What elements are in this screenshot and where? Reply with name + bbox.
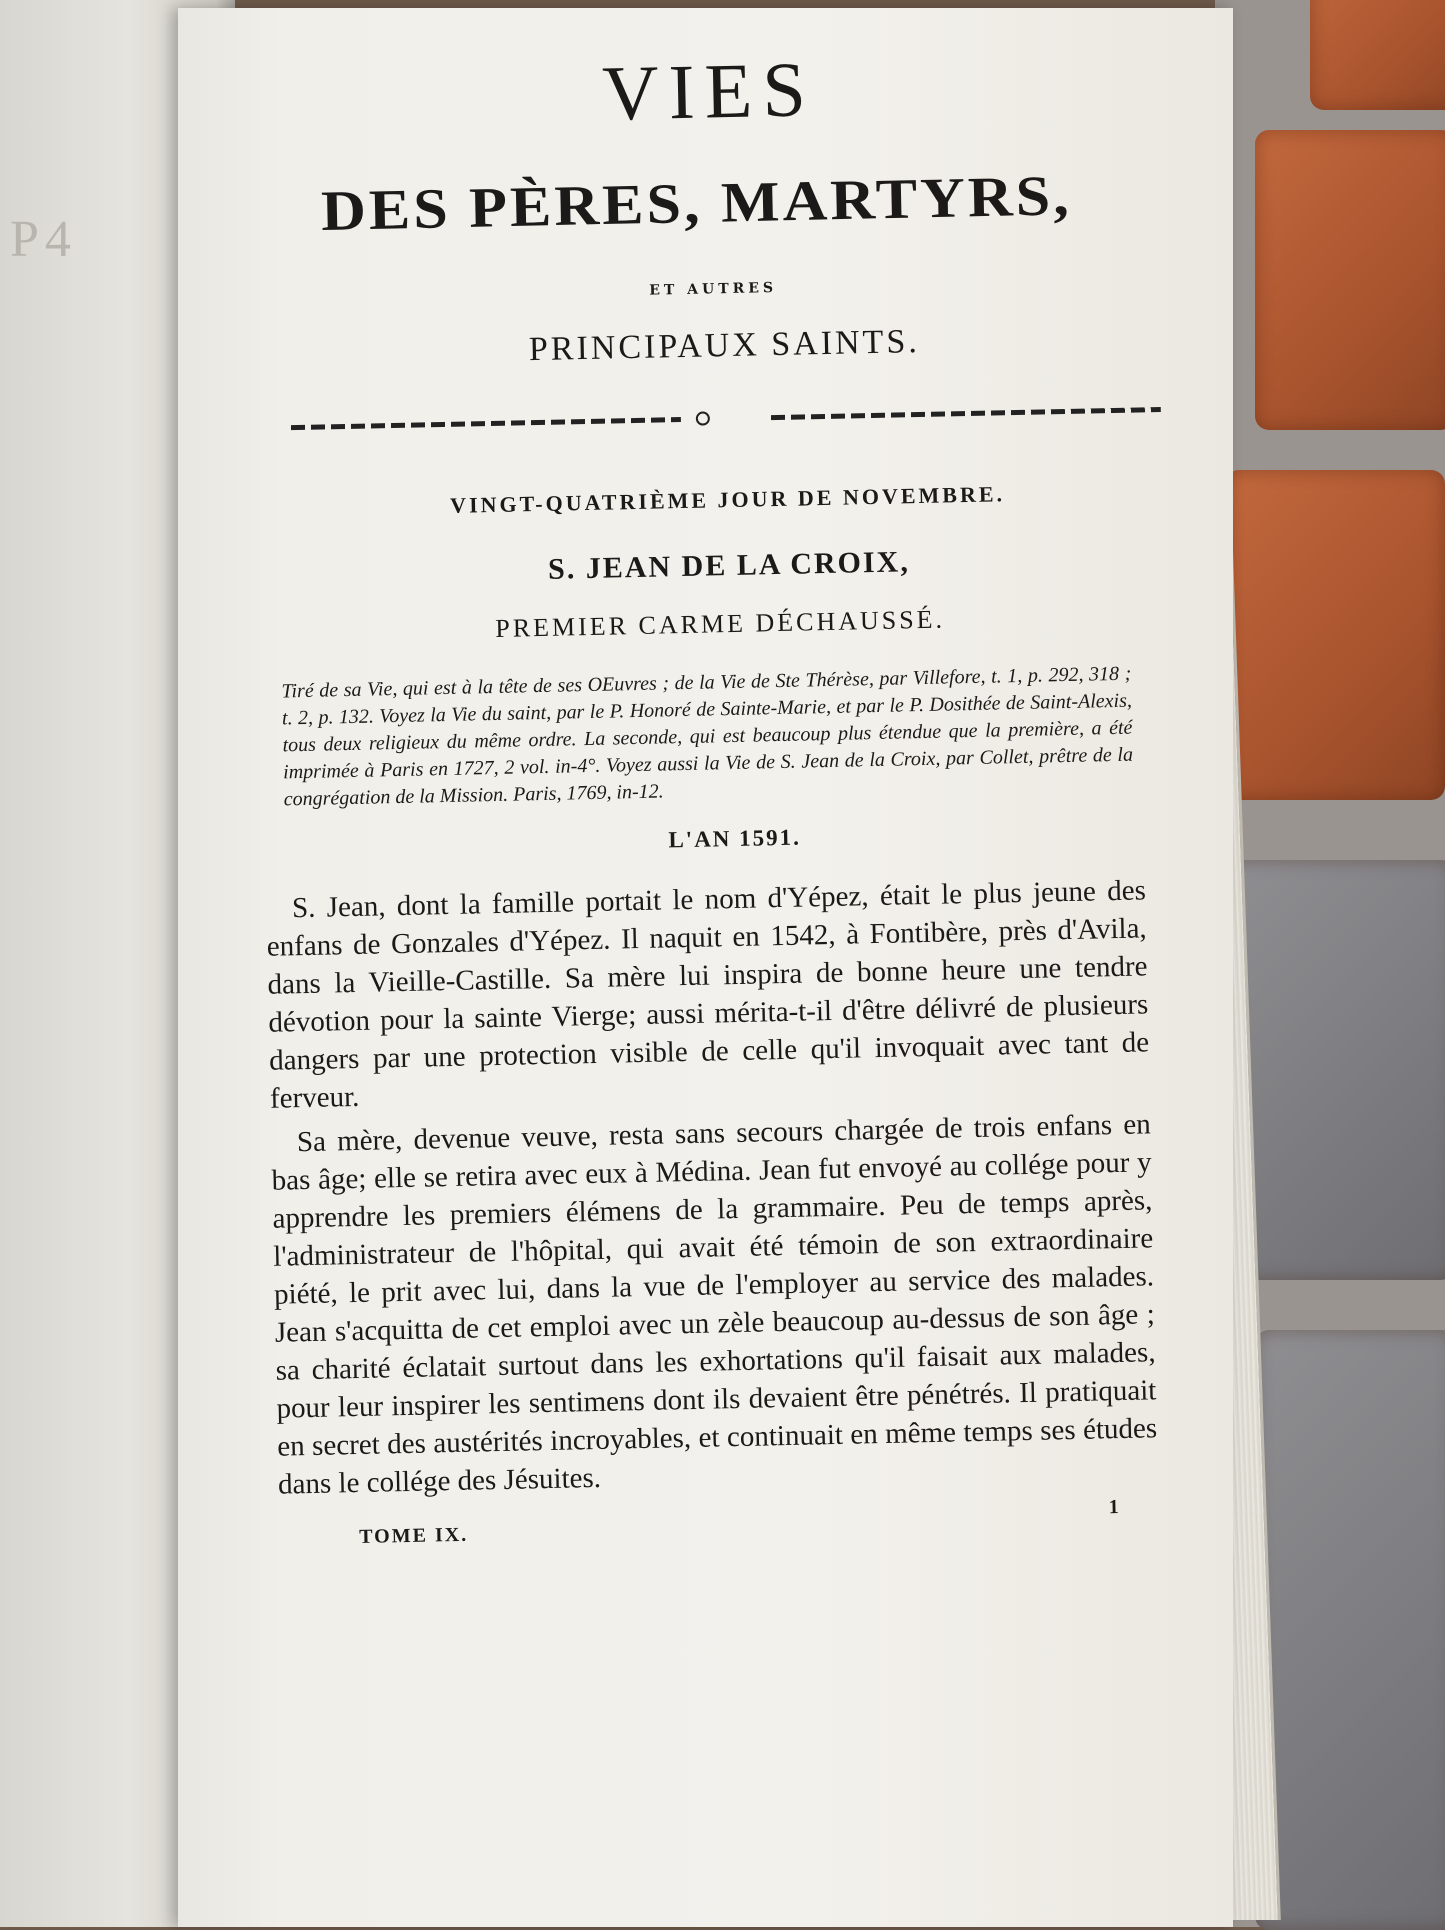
saint-title: PREMIER CARME DÉCHAUSSÉ.	[495, 604, 946, 643]
right-page	[178, 8, 1233, 1927]
title-et-autres: ET AUTRES	[649, 279, 778, 299]
body-text	[266, 871, 1159, 1503]
tile	[1255, 130, 1445, 430]
title-peres-martyrs: DES PÈRES, MARTYRS,	[320, 164, 1073, 243]
year-heading: L'AN 1591.	[668, 824, 802, 853]
tile	[1255, 1330, 1445, 1930]
sources-note: Tiré de sa Vie, qui est à la tête de ses OEuvres ; de la Vie de Ste Thérèse, par Villefore, t. 1, p. 292, 318 ; t. 2, p. 132. Voyez la Vie du saint, par le P. Honoré de Sainte-Marie, et par le P. Dosithée de Saint-Alexis, tous deux religieux du même ordre. La seconde, qui est beaucoup plus étendue que la première, a été imprimée à Paris en 1727, 2 vol. in-4°. Voyez aussi la Vie de S. Jean de la Croix, par Collet, prêtre de la congrégation de la Mission. Paris, 1769, in-12.	[281, 662, 1134, 811]
tile	[1225, 470, 1445, 800]
ornament-right	[771, 407, 1161, 420]
page-content	[248, 30, 1159, 1551]
title-principaux-saints: PRINCIPAUX SAINTS.	[528, 323, 921, 369]
volume-label: TOME IX.	[358, 1523, 469, 1548]
paragraph: S. Jean, dont la famille portait le nom d'Yépez, était le plus jeune des enfans de Gonzales d'Yépez. Il naquit en 1542, à Fontibère, près d'Avila, dans la Vieille-Castille. Sa mère lui inspira de bonne heure une tendre dévotion pour la sainte Vierge; aussi mérita-t-il d'être délivré de plusieurs dangers par une protection visible de celle qu'il invoquait avec tant de ferveur.	[266, 874, 1150, 1115]
ornament-left	[291, 417, 681, 430]
day-heading: VINGT-QUATRIÈME JOUR DE NOVEMBRE.	[449, 481, 1006, 518]
title-vies: VIES	[601, 45, 817, 137]
left-page-bleed-text: P4	[10, 211, 77, 268]
page-footer	[279, 1495, 1160, 1550]
ornament-divider	[261, 403, 1131, 435]
signature-mark: 1	[1108, 1496, 1119, 1519]
ornament-knot	[696, 411, 710, 425]
paragraph: Sa mère, devenue veuve, resta sans secours chargée de trois enfans en bas âge; elle se retira avec eux à Médina. Jean fut envoyé au collége pour y apprendre les premiers élémens de la grammaire. Peu de temps après, l'administrateur de l'hôpital, qui avait été témoin de son extraordinaire piété, le prit avec lui, dans la vue de l'employer au service des malades. Jean s'acquitta de cet emploi avec un zèle beaucoup au-dessus de son âge ; sa charité éclatait surtout dans les exhortations qu'il faisait aux malades, pour leur inspirer les sentimens dont ils devaient être pénétrés. Il pratiquait en secret des austérités incroyables, et continuait en même temps ses études dans le collége des Jésuites.	[271, 1108, 1158, 1501]
tile	[1310, 0, 1445, 110]
tile	[1225, 860, 1445, 1280]
saint-name: S. JEAN DE LA CROIX,	[547, 545, 911, 586]
